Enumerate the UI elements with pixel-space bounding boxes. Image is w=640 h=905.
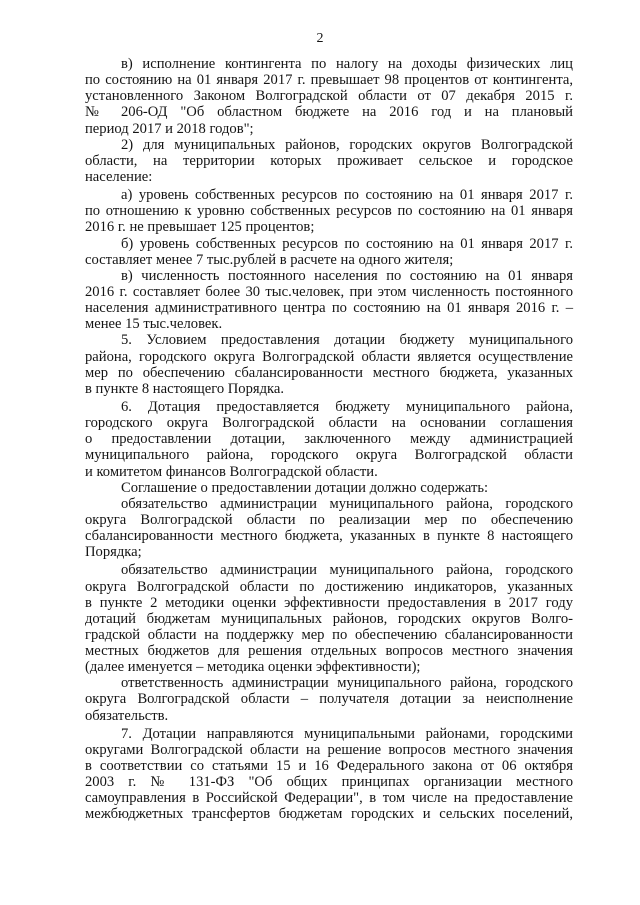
- text-line: установленного Законом Волгоградской области от 07 декабря 2015 г.: [85, 88, 573, 105]
- text-line: 2) для муниципальных районов, городских округов Волгоградской: [121, 136, 573, 153]
- text-line: округа Волгоградской области по достижению индикаторов, указанных: [85, 578, 573, 595]
- text-line: округа Волгоградской области – получателя дотации за неисполнение: [85, 691, 573, 708]
- text-line: 7. Дотации направляются муниципальными районами, городскими: [121, 725, 573, 742]
- text-line: межбюджетных трансфертов бюджетам городских и сельских поселений,: [85, 806, 573, 823]
- text-line: ответственность администрации муниципального района, городского: [121, 675, 573, 692]
- text-line: население:: [85, 168, 153, 185]
- text-line: по состоянию на 01 января 2017 г. превышает 98 процентов от контингента,: [85, 72, 573, 89]
- text-line: населения административного центра по состоянию на 01 января 2016 г. –: [85, 300, 573, 317]
- text-line: и комитетом финансов Волгоградской области.: [85, 463, 378, 480]
- text-line: в соответствии со статьями 15 и 16 Федерального закона от 06 октября: [85, 758, 573, 775]
- text-line: местных бюджетов для решения отдельных вопросов местного значения: [85, 643, 573, 660]
- page-number: 2: [316, 31, 324, 46]
- text-line: дотаций бюджетам муниципальных районов, городских округов Волго-: [85, 610, 573, 627]
- text-line: обязательство администрации муниципального района, городского: [121, 495, 573, 512]
- text-line: обязательств.: [85, 707, 169, 724]
- document-body: [85, 56, 573, 823]
- text-line: б) уровень собственных ресурсов по состоянию на 01 января 2017 г.: [121, 235, 573, 252]
- text-line: округами Волгоградской области на решение вопросов местного значения: [85, 741, 573, 758]
- text-line: 5. Условием предоставления дотации бюджету муниципального: [121, 332, 573, 349]
- text-line: 2003 г. № 131-ФЗ "Об общих принципах организации местного: [85, 774, 573, 791]
- text-line: в) исполнение контингента по налогу на доходы физических лиц: [121, 56, 573, 72]
- text-line: муниципального района, городского округа Волгоградской области: [85, 447, 573, 464]
- text-line: самоуправления в Российской Федерации", в том числе на предоставление: [85, 790, 573, 807]
- text-line: а) уровень собственных ресурсов по состоянию на 01 января 2017 г.: [121, 187, 573, 204]
- text-line: в) численность постоянного населения по состоянию на 01 января: [121, 267, 573, 284]
- text-line: составляет менее 7 тыс.рублей в расчете на одного жителя;: [85, 251, 454, 268]
- text-line: Соглашение о предоставлении дотации должно содержать:: [121, 479, 489, 496]
- text-line: по отношению к уровню собственных ресурсов по состоянию на 01 января: [85, 203, 573, 220]
- text-line: городского округа Волгоградской области на основании соглашения: [85, 415, 573, 432]
- text-line: о предоставлении дотации, заключенного между администрацией: [85, 431, 573, 448]
- text-line: Порядка;: [85, 544, 142, 561]
- text-line: период 2017 и 2018 годов";: [85, 120, 254, 137]
- text-line: № 206-ОД "Об областном бюджете на 2016 год и на плановый: [85, 104, 573, 121]
- text-line: сбалансированности местного бюджета, указанных в пункте 8 настоящего: [85, 528, 573, 545]
- text-line: (далее именуется – методика оценки эффективности);: [85, 659, 421, 676]
- text-line: области, на территории которых проживает сельское и городское: [85, 152, 573, 169]
- text-line: мер по обеспечению сбалансированности местного бюджета, указанных: [85, 364, 573, 381]
- text-line: 2016 г. составляет более 30 тыс.человек, при этом численность постоянного: [85, 283, 573, 300]
- text-line: 6. Дотация предоставляется бюджету муниципального района,: [121, 398, 573, 415]
- text-line: обязательство администрации муниципального района, городского: [121, 562, 573, 579]
- text-line: менее 15 тыс.человек.: [85, 316, 223, 333]
- text-line: 2016 г. не превышает 125 процентов;: [85, 219, 315, 236]
- text-line: округа Волгоградской области по реализации мер по обеспечению: [85, 511, 573, 528]
- text-line: района, городского округа Волгоградской области является осуществление: [85, 348, 573, 365]
- text-line: в пункте 2 методики оценки эффективности предоставления в 2017 году: [85, 594, 573, 611]
- text-line: градской области на поддержку мер по обеспечению сбалансированности: [85, 626, 573, 643]
- text-line: в пункте 8 настоящего Порядка.: [85, 380, 285, 397]
